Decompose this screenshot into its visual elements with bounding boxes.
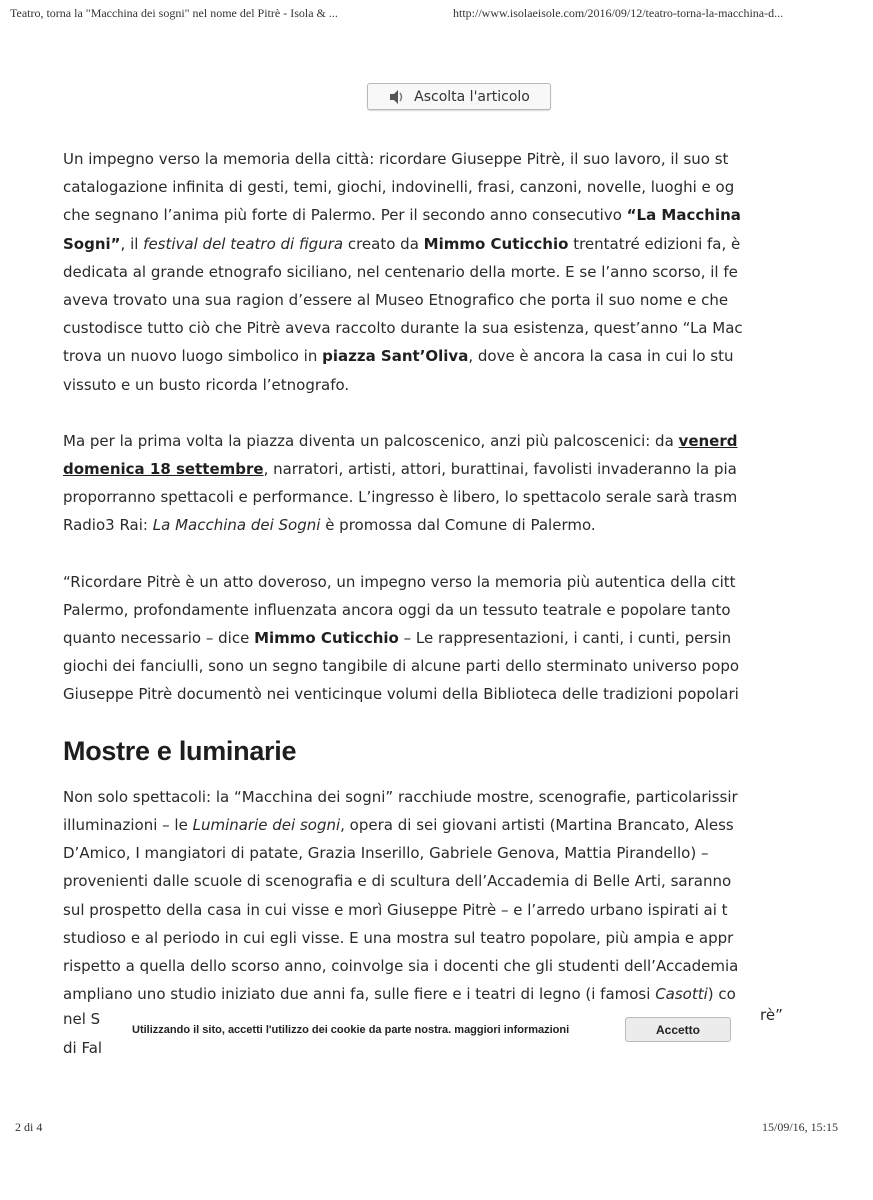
festival-name-bold-cont: Sogni” (63, 234, 121, 253)
text-line: dedicata al grande etnografo siciliano, nel centenario della morte. E se l’anno scorso, il fe (63, 262, 738, 281)
festival-name-bold: “La Macchina (626, 206, 741, 225)
text-span: illuminazioni – le (63, 816, 193, 835)
text-span: è promossa dal Comune di Palermo. (320, 516, 596, 535)
print-datetime: 15/09/16, 15:15 (761, 1120, 838, 1134)
text-span: , il (120, 234, 144, 253)
casotti-italic: Casotti (655, 985, 708, 1004)
location-bold: piazza Sant’Oliva (322, 347, 469, 366)
text-line (63, 342, 786, 370)
text-line: giochi dei fanciulli, sono un segno tangibile di alcune parti dello sterminato universo popo (63, 657, 740, 676)
page-number: 2 di 4 (15, 1120, 43, 1134)
text-span: che segnano l’anima più forte di Palermo. Per il secondo anno consecutivo (63, 206, 627, 225)
text-span: , dove è ancora la casa in cui lo stu (468, 347, 734, 366)
text-line: vissuto e un busto ricorda l’etnografo. (63, 375, 350, 394)
text-line: aveva trovato una sua ragion d’essere al Museo Etnografico che porta il suo nome e che (63, 291, 729, 310)
author-name-bold: Mimmo Cuticchio (254, 629, 399, 648)
text-line (63, 455, 786, 483)
text-span: , opera di sei giovani artisti (Martina Brancato, Aless (340, 816, 734, 835)
text-line: “Ricordare Pitrè è un atto doveroso, un impegno verso la memoria più autentica della citt (63, 572, 736, 591)
listen-article-label: Ascolta l'articolo (414, 88, 530, 105)
section-heading: Mostre e luminarie (63, 735, 297, 766)
luminarie-title-italic: Luminarie dei sogni (192, 816, 341, 835)
text-line: catalogazione infinita di gesti, temi, giochi, indovinelli, frasi, canzoni, novelle, luoghi e og (63, 178, 735, 197)
text-span: quanto necessario – dice (63, 629, 255, 648)
text-line (63, 427, 786, 455)
partial-line-end: rè” (760, 1006, 783, 1024)
text-line (63, 624, 786, 652)
text-line (63, 511, 786, 539)
text-span: Radio3 Rai: (63, 516, 153, 535)
print-page-url: http://www.isolaeisole.com/2016/09/12/teatro-torna-la-macchina-d... (453, 6, 784, 20)
text-line: proporranno spettacoli e performance. L’ingresso è libero, lo spettacolo serale sarà trasm (63, 488, 738, 507)
text-line (63, 980, 786, 1008)
listen-article-button[interactable] (367, 83, 551, 110)
date-link-start[interactable]: venerd (678, 431, 738, 450)
text-line: studioso e al periodo in cui egli visse. E una mostra sul teatro popolare, più ampia e appr (63, 928, 734, 947)
text-span: Ma per la prima volta la piazza diventa un palcoscenico, anzi più palcoscenici: da (63, 431, 679, 450)
speaker-icon (388, 89, 406, 105)
text-span: creato da (343, 234, 424, 253)
text-line: provenienti dalle scuole di scenografia e di scultura dell’Accademia di Belle Arti, saranno (63, 872, 732, 891)
paragraph-2 (63, 427, 786, 540)
text-line: Un impegno verso la memoria della città: ricordare Giuseppe Pitrè, il suo lavoro, il suo st (63, 150, 729, 168)
paragraph-3 (63, 568, 786, 709)
author-name-bold: Mimmo Cuticchio (423, 234, 569, 253)
text-line: sul prospetto della casa in cui visse e morì Giuseppe Pitrè – e l’arredo urbano ispirati ai t (63, 900, 728, 919)
text-span: trova un nuovo luogo simbolico in (63, 347, 323, 366)
text-line: Palermo, profondamente influenzata ancora oggi da un tessuto teatrale e popolare tanto (63, 600, 731, 619)
partial-line-start: nel S (63, 1010, 101, 1028)
text-span: ) co (707, 985, 736, 1004)
text-line: rispetto a quella dello scorso anno, coinvolge sia i docenti che gli studenti dell’Accademia (63, 957, 739, 976)
print-page-title: Teatro, torna la "Macchina dei sogni" nel nome del Pitrè - Isola & ... (10, 6, 338, 20)
text-line (63, 230, 786, 258)
partial-line-start-2: di Fal (63, 1039, 103, 1057)
festival-title-italic: La Macchina dei Sogni (152, 516, 321, 535)
text-line (63, 811, 786, 839)
paragraph-4 (63, 783, 786, 1009)
text-span: trentatré edizioni fa, è (568, 234, 741, 253)
print-footer (15, 1120, 838, 1140)
cookie-consent-bar (108, 1014, 748, 1050)
text-span: , narratori, artisti, attori, burattinai, favolisti invaderanno la pia (263, 460, 737, 479)
text-line: D’Amico, I mangiatori di patate, Grazia Inserillo, Gabriele Genova, Mattia Pirandello) – (63, 844, 709, 863)
text-line: custodisce tutto ciò che Pitrè aveva raccolto durante la sua esistenza, quest’anno “La Mac (63, 319, 743, 338)
text-line: Giuseppe Pitrè documentò nei venticinque volumi della Biblioteca delle tradizioni popolari (63, 685, 739, 704)
paragraph-1 (63, 145, 786, 399)
print-header (10, 6, 843, 28)
text-span: – Le rappresentazioni, i canti, i cunti, persin (398, 629, 732, 648)
cookie-notice-text[interactable]: Utilizzando il sito, accetti l'utilizzo dei cookie da parte nostra. maggiori informazioni (132, 1024, 570, 1036)
cookie-accept-button[interactable]: Accetto (625, 1017, 731, 1042)
text-line (63, 201, 786, 229)
article-body (63, 145, 786, 1036)
festival-description-italic: festival del teatro di figura (143, 234, 344, 253)
text-line: Non solo spettacoli: la “Macchina dei sogni” racchiude mostre, scenografie, particolarissir (63, 787, 738, 806)
date-link-end[interactable]: domenica 18 settembre (63, 460, 264, 479)
text-span: ampliano uno studio iniziato due anni fa, sulle fiere e i teatri di legno (i famosi (63, 985, 656, 1004)
